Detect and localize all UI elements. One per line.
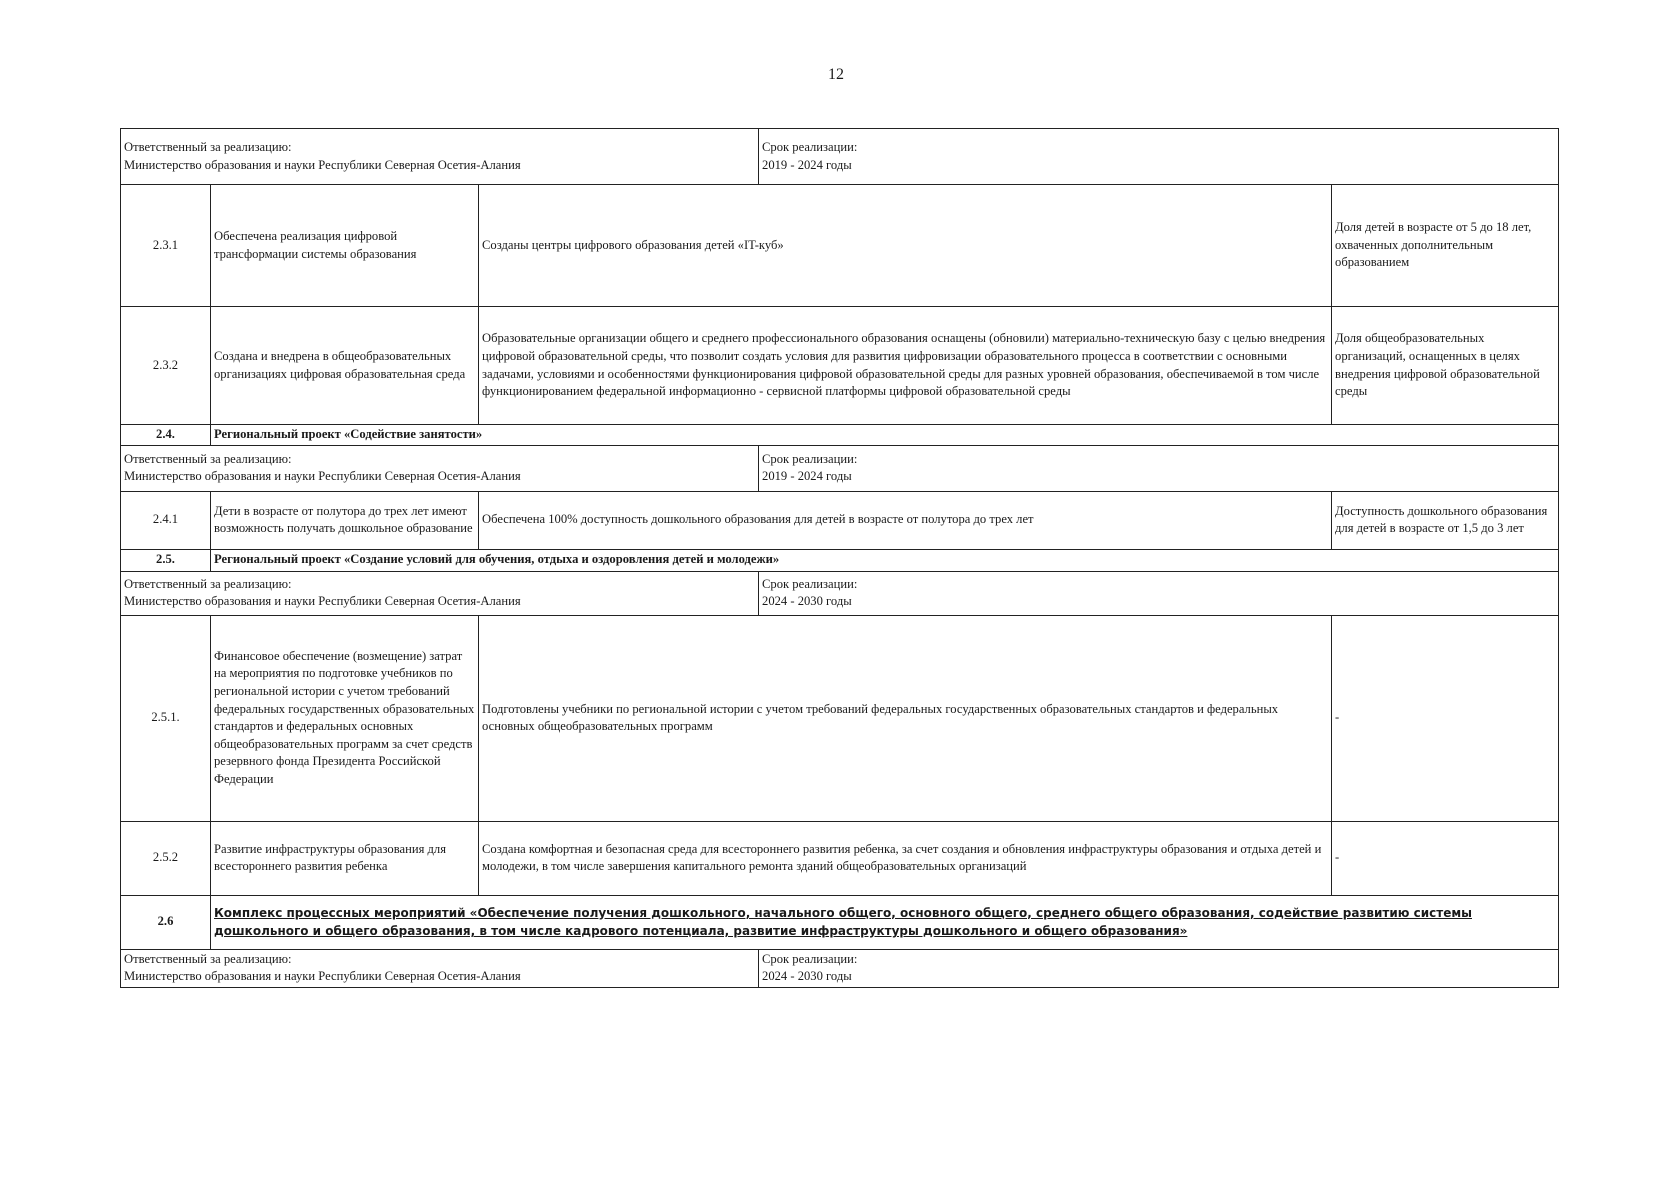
term-label: Срок реализации: xyxy=(762,139,858,154)
row-indicator: Доля детей в возрасте от 5 до 18 лет, охваченных дополнительным образованием xyxy=(1332,185,1559,307)
row-description: Обеспечена 100% доступность дошкольного образования для детей в возрасте от полутора до трех лет xyxy=(479,491,1332,549)
responsible-cell xyxy=(121,949,759,987)
term-value: 2024 - 2030 годы xyxy=(762,594,852,609)
row-description: Созданы центры цифрового образования детей «IT-куб» xyxy=(479,185,1332,307)
row-task: Дети в возрасте от полутора до трех лет имеют возможность получать дошкольное образование xyxy=(211,491,479,549)
term-label: Срок реализации: xyxy=(762,951,858,966)
row-number: 2.3.1 xyxy=(121,185,211,307)
term-label: Срок реализации: xyxy=(762,576,858,591)
row-number: 2.5.1. xyxy=(121,615,211,821)
row-description: Подготовлены учебники по региональной истории с учетом требований федеральных государственных образовательных стандартов и федеральных основных общеобразовательных программ xyxy=(479,615,1332,821)
row-task: Финансовое обеспечение (возмещение) затрат на мероприятия по подготовке учебников по региональной истории с учетом требований федеральных государственных образовательных стандартов и федеральных основных общеобразовательных программ за счет средств резервного фонда Президента Российской Федерации xyxy=(211,615,479,821)
row-description: Образовательные организации общего и среднего профессионального образования оснащены (обновили) материально-техническую базу с целью внедрения цифровой образовательной среды, что позволит создать условия для развития цифровизации образовательного процесса в соответствии с основными задачами, условиями и особенностями функционирования цифровой образовательной среды для разных уровней образования, обеспечиваемой в том числе функционированием федеральной информационно - сервисной платформы цифровой образовательной среды xyxy=(479,307,1332,425)
responsible-cell xyxy=(121,445,759,491)
responsible-cell xyxy=(121,571,759,615)
row-task: Создана и внедрена в общеобразовательных организациях цифровая образовательная среда xyxy=(211,307,479,425)
term-cell xyxy=(759,571,1559,615)
responsible-row xyxy=(121,949,1559,987)
section-row xyxy=(121,425,1559,446)
term-value: 2019 - 2024 годы xyxy=(762,157,852,172)
page-number: 12 xyxy=(828,66,844,83)
row-indicator: Доля общеобразовательных организаций, оснащенных в целях внедрения цифровой образовательной среды xyxy=(1332,307,1559,425)
term-value: 2024 - 2030 годы xyxy=(762,969,852,984)
row-indicator: Доступность дошкольного образования для детей в возрасте от 1,5 до 3 лет xyxy=(1332,491,1559,549)
row-task: Обеспечена реализация цифровой трансформации системы образования xyxy=(211,185,479,307)
responsible-org: Министерство образования и науки Республики Северная Осетия-Алания xyxy=(124,157,521,172)
row-task: Развитие инфраструктуры образования для всестороннего развития ребенка xyxy=(211,821,479,895)
term-value: 2019 - 2024 годы xyxy=(762,469,852,484)
program-table xyxy=(120,128,1559,988)
responsible-cell xyxy=(121,129,759,185)
responsible-org: Министерство образования и науки Республики Северная Осетия-Алания xyxy=(124,469,521,484)
term-label: Срок реализации: xyxy=(762,451,858,466)
term-cell xyxy=(759,129,1559,185)
responsible-label: Ответственный за реализацию: xyxy=(124,139,292,154)
table-row xyxy=(121,491,1559,549)
row-indicator: - xyxy=(1332,821,1559,895)
responsible-label: Ответственный за реализацию: xyxy=(124,576,292,591)
section-title: Комплекс процессных мероприятий «Обеспечение получения дошкольного, начального общего, основного общего, среднего общего образования, содействие развитию системы дошкольного и общего образования, в том числе кадрового потенциала, развитие инфраструктуры дошкольного и общего образования» xyxy=(211,895,1559,949)
table-row xyxy=(121,307,1559,425)
section-title: Региональный проект «Содействие занятости» xyxy=(211,425,1559,446)
table-row xyxy=(121,615,1559,821)
responsible-label: Ответственный за реализацию: xyxy=(124,951,292,966)
section-row xyxy=(121,549,1559,571)
section-number: 2.5. xyxy=(121,549,211,571)
responsible-label: Ответственный за реализацию: xyxy=(124,451,292,466)
section-row xyxy=(121,895,1559,949)
row-indicator: - xyxy=(1332,615,1559,821)
row-number: 2.5.2 xyxy=(121,821,211,895)
row-description: Создана комфортная и безопасная среда для всестороннего развития ребенка, за счет создания и обновления инфраструктуры образования и отдыха детей и молодежи, в том числе завершения капитального ремонта зданий общеобразовательных организаций xyxy=(479,821,1332,895)
section-number: 2.4. xyxy=(121,425,211,446)
responsible-row xyxy=(121,571,1559,615)
table-row xyxy=(121,185,1559,307)
row-number: 2.4.1 xyxy=(121,491,211,549)
responsible-row xyxy=(121,129,1559,185)
term-cell xyxy=(759,949,1559,987)
row-number: 2.3.2 xyxy=(121,307,211,425)
responsible-org: Министерство образования и науки Республики Северная Осетия-Алания xyxy=(124,969,521,984)
responsible-org: Министерство образования и науки Республики Северная Осетия-Алания xyxy=(124,594,521,609)
table-row xyxy=(121,821,1559,895)
responsible-row xyxy=(121,445,1559,491)
term-cell xyxy=(759,445,1559,491)
section-title: Региональный проект «Создание условий для обучения, отдыха и оздоровления детей и молодежи» xyxy=(211,549,1559,571)
section-number: 2.6 xyxy=(121,895,211,949)
